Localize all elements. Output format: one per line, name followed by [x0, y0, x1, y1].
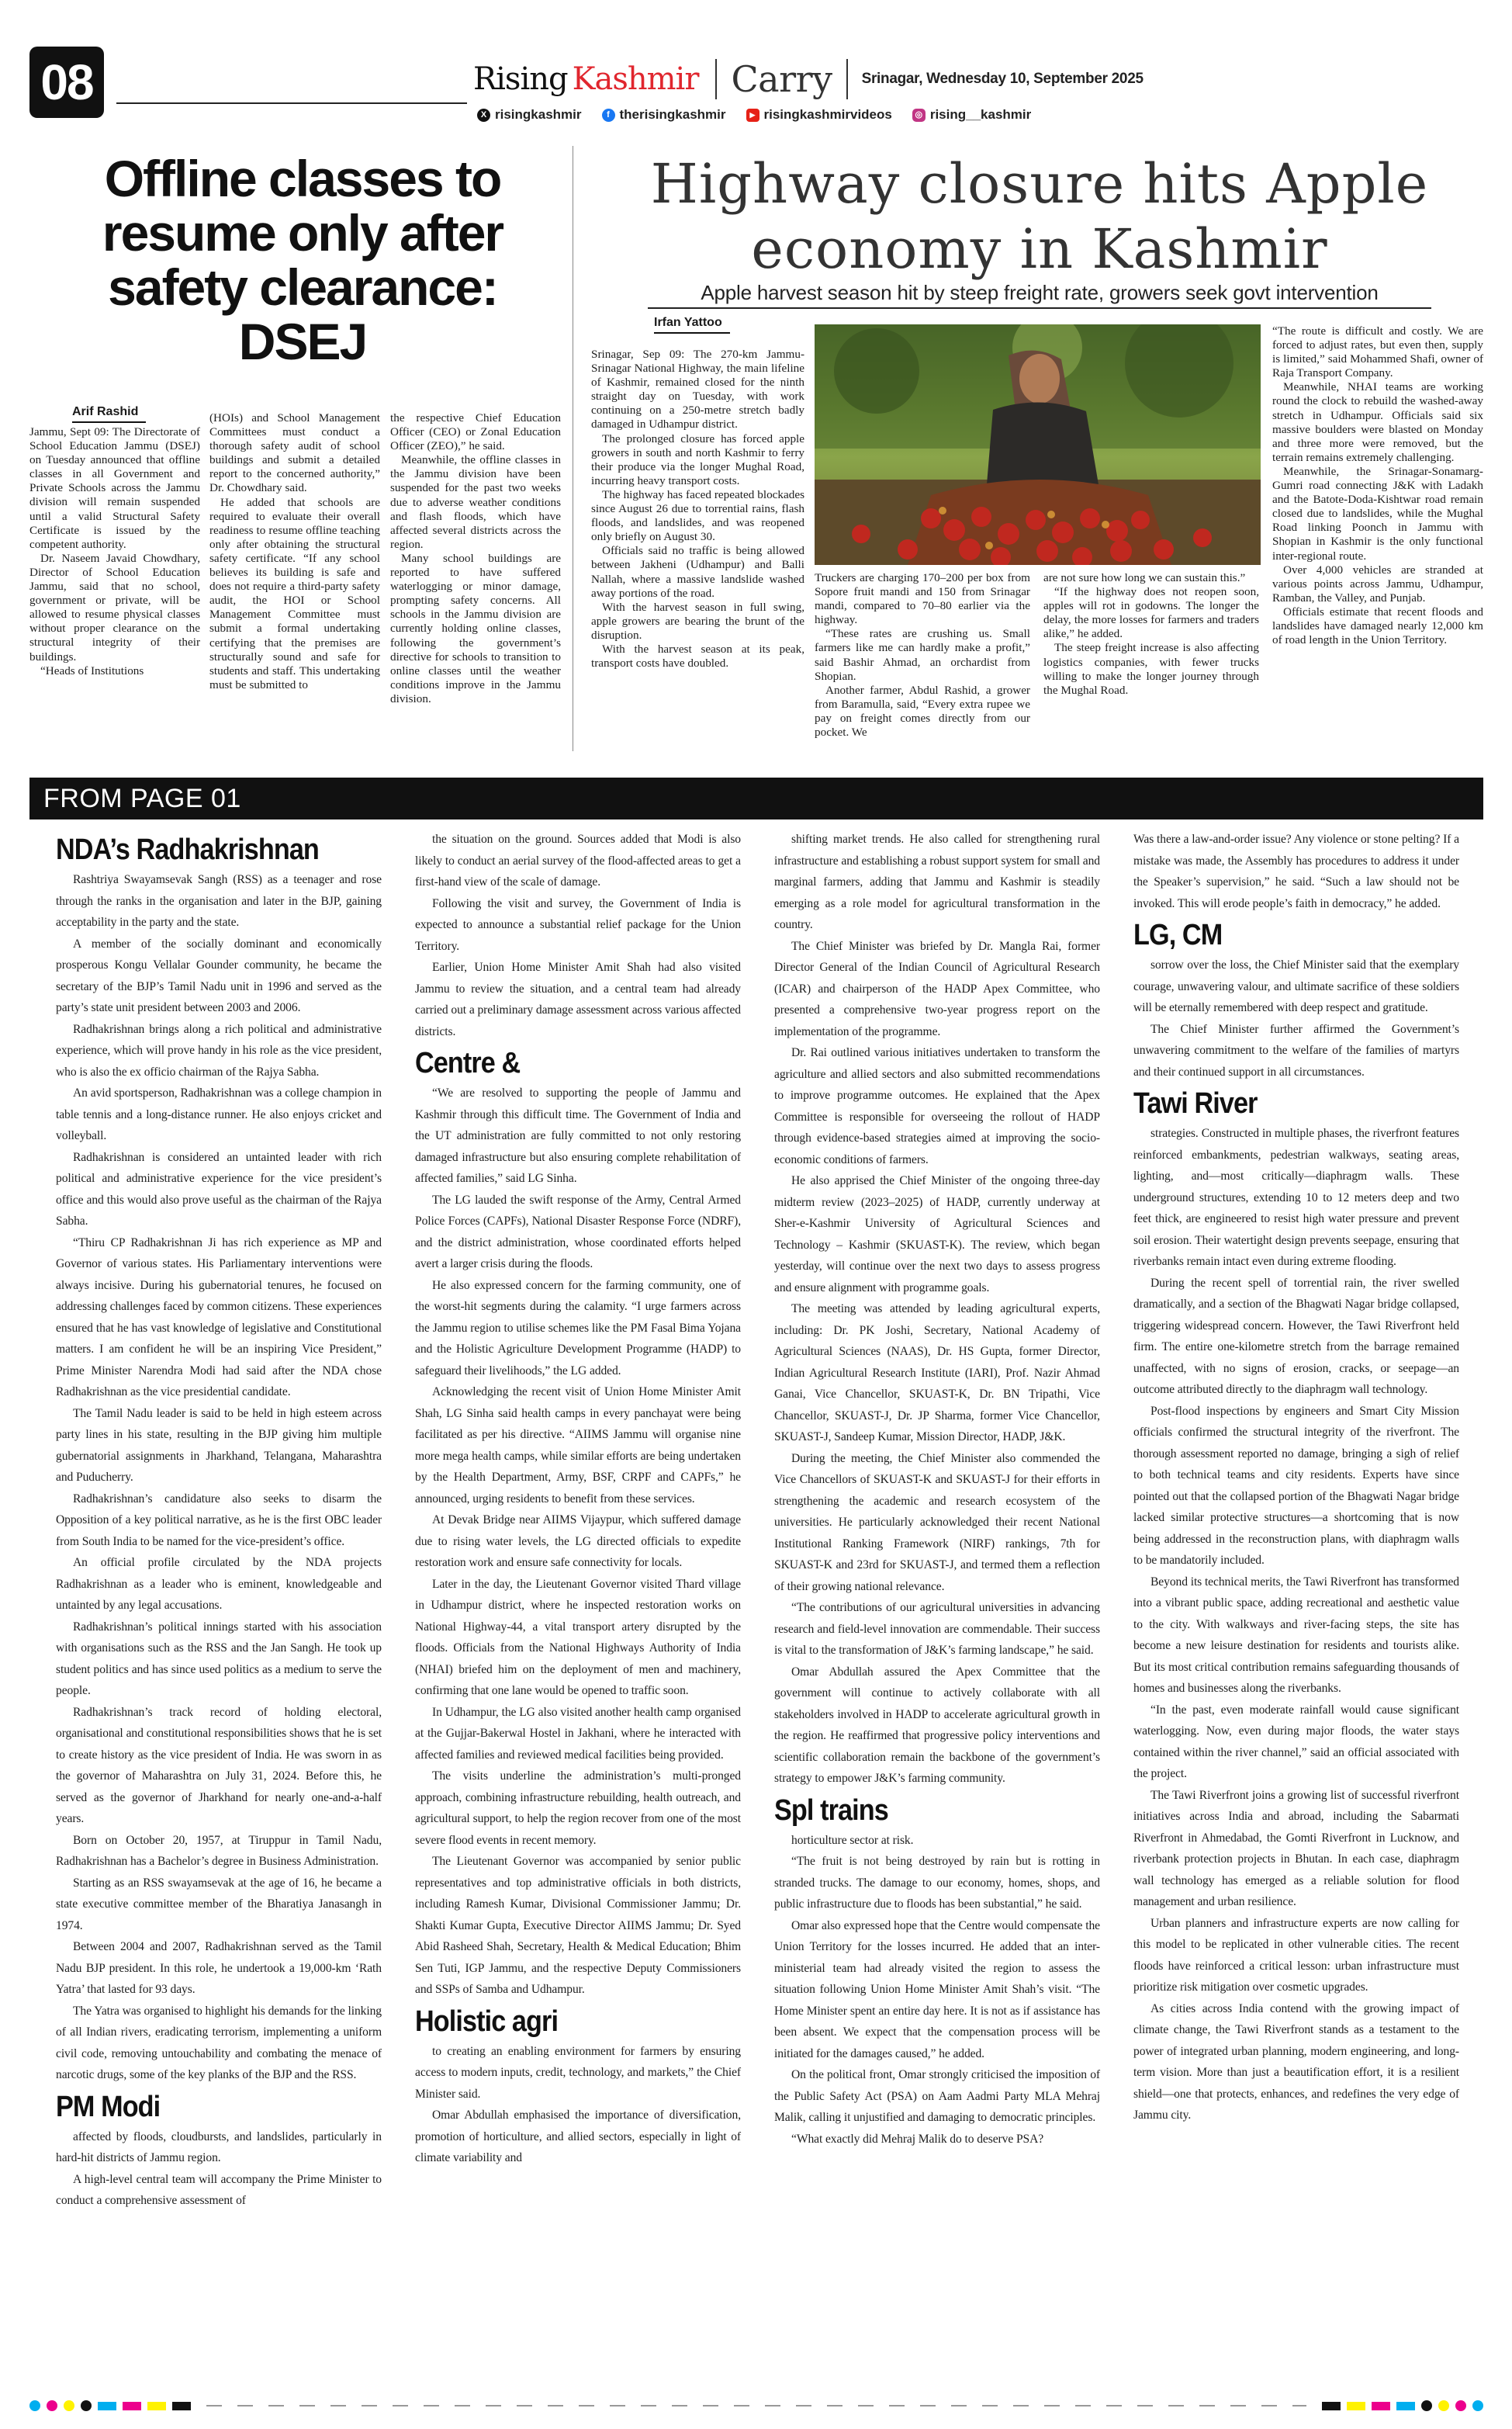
page-number: 08: [40, 54, 93, 110]
paragraph: (HOIs) and School Management Committees must conduct a thorough safety audit of school buildings and submit a detailed report to the concerned authority,” Dr. Chowdhary said.: [209, 411, 380, 495]
registration-bar: [172, 2402, 191, 2410]
story2-subhead: Apple harvest season hit by steep freight rate, growers seek govt intervention: [648, 281, 1431, 309]
paragraph: The Tamil Nadu leader is said to be held in high esteem across party lines in his state, resulting in the BJP giving him multiple gubernatorial assignments in Jharkhand, Telangana, Maharashtra and Puducherry.: [56, 1406, 382, 1484]
paragraph: At Devak Bridge near AIIMS Vijaypur, which suffered damage due to rising water levels, the LG directed officials to expedite restoration work and ensure safe connectivity for locals.: [415, 1513, 741, 1569]
paragraph: The meeting was attended by leading agricultural experts, including: Dr. PK Joshi, Secretary, National Academy of Agricultural Sciences (NAAS), Dr. HS Gupta, former Director, Indian Agricultural Research Institute (IARI), Prof. Nazir Ahmad Ganai, Vice Chancellor, SKUAST-K, Dr. BN Tripathi, Vice Chancellor, SKUAST-J, Dr. JP Sharma, former Vice Chancellor, SKUAST-J, Sandeep Kumar, Mission Director, HADP, J&K.: [774, 1302, 1100, 1443]
registration-dot: [29, 2400, 40, 2411]
paragraph: are not sure how long we can sustain this.”: [1043, 571, 1246, 584]
paragraph: The visits underline the administration’s multi-pronged approach, combining infrastructure rebuilding, health outreach, and agricultural support, to help the region recover from one of the most severe flood events in recent memory.: [415, 1769, 741, 1847]
social-x[interactable]: [477, 107, 582, 123]
color-registration-left: [29, 2400, 191, 2411]
paragraph: Dr. Naseem Javaid Chowdhary, Director of School Education Jammu, said that no school, government or private, will be allowed to resume physical classes without proper clearance on the structural integrity of their buildings.: [29, 551, 200, 664]
registration-bar: [1322, 2402, 1341, 2410]
social-handle: risingkashmir: [495, 107, 582, 122]
paragraph: Many school buildings are reported to have suffered waterlogging or minor damage, prompting safety concerns. All schools in the Jammu division are currently holding online classes, following the government’s directive for schools to transition to online classes until the weather conditions improve in the Jammu division.: [390, 551, 561, 705]
x-icon: X: [477, 109, 490, 122]
paragraph: “Heads of Institutions: [40, 664, 144, 677]
paragraph: “What exactly did Mehraj Malik do to deserve PSA?: [791, 2132, 1044, 2146]
jump-head: Spl trains: [774, 1793, 888, 1827]
paragraph: The LG lauded the swift response of the Army, Central Armed Police Forces (CAPFs), National Disaster Response Force (NDRF), and the district administration, whose coordinated efforts helped avert a larger crisis during the floods.: [415, 1193, 741, 1270]
story2-byline: Irfan Yattoo: [654, 316, 730, 334]
paragraph: “The contributions of our agricultural universities in advancing research and field-level innovation are commendable. Their success is vital to the transformation of J&K’s farming landscape,” he said.: [774, 1601, 1100, 1657]
story2-byline-wrap: [654, 314, 730, 334]
paragraph: the respective Chief Education Officer (CEO) or Zonal Education Officer (ZEO),” he said.: [390, 411, 561, 453]
paragraph: Meanwhile, NHAI teams are working round the clock to rebuild the washed-away stretch in Udhampur. Officials said six massive boulders were blasted on Monday and three more were removed, but the terrain remains extremely challenging.: [1272, 380, 1483, 464]
paragraph: “If the highway does not reopen soon, apples will rot in godowns. The longer the delay, the more losses for farmers and traders alike,” he added.: [1043, 585, 1259, 641]
paragraph: The Yatra was organised to highlight his demands for the linking of all Indian rivers, eradicating terrorism, implementing a uniform civil code, removing untouchability and combating the menace of narcotic drugs, some of the key planks of the BJP and the RSS.: [56, 2004, 382, 2081]
paragraph: shifting market trends. He also called for strengthening rural infrastructure and establishing a robust support system for small and marginal farmers, adding that Jammu and Kashmir is steadily emerging as a role model for agricultural transformation in the country.: [774, 833, 1100, 931]
paragraph: As cities across India contend with the growing impact of climate change, the Tawi Riverfront stands as a testament to the power of integrated urban planning, modern engineering, and long-term vision. More than just a beautification effort, it is a resilient shield—one that protects, enhances, and redefines the very edge of Jammu city.: [1133, 2001, 1459, 2122]
story2-col1: [591, 348, 804, 670]
social-instagram[interactable]: [912, 107, 1031, 123]
paragraph: Officials said no traffic is being allowed between Jakheni (Udhampur) and Balli Nallah, where a massive landslide washed away portions of the road.: [591, 544, 804, 600]
banner-label: FROM PAGE 01: [43, 784, 241, 813]
paragraph: He also apprised the Chief Minister of the ongoing three-day midterm review (2023–2025) of HADP, currently underway at Sher-e-Kashmir University of Agricultural Sciences and Technology – Kashmir (SKUAST-K). The review, which began yesterday, will continue over the next two days to assess progress and ensure alignment with programme goals.: [774, 1174, 1100, 1294]
registration-bar: [1396, 2402, 1415, 2410]
paragraph: During the meeting, the Chief Minister also commended the Vice Chancellors of SKUAST-K and SKUAST-J for their efforts in strengthening the academic and research ecosystem of the universities. He particularly acknowledged their recent National Institutional Ranking Framework (NIRF) rankings, 7th for SKUAST-K and 23rd for SKUAST-J, and termed them a reflection of their growing national relevance.: [774, 1451, 1100, 1593]
apple-sorting-photo: [815, 324, 1261, 565]
story2-col3: [1043, 571, 1259, 698]
page-number-box: [29, 47, 104, 118]
jump-head: LG, CM: [1133, 919, 1223, 951]
registration-dot: [1472, 2400, 1483, 2411]
paragraph: Rashtriya Swayamsevak Sangh (RSS) as a teenager and rose through the ranks in the organisation and later in the BJP, gaining acceptability in the party and the state.: [56, 873, 382, 929]
paragraph: sorrow over the loss, the Chief Minister said that the exemplary courage, unwavering valour, and ultimate sacrifice of these soldiers will be eternally remembered with deep respect and gratitude.: [1133, 958, 1459, 1014]
jump-column-1: [56, 829, 382, 2212]
paragraph: Omar Abdullah emphasised the importance of diversification, promotion of horticulture, and allied sectors, especially in light of climate variability and: [415, 2108, 741, 2164]
paragraph: Jammu, Sept 09: The Directorate of School Education Jammu (DSEJ) on Tuesday announced that offline classes in all Government and Private Schools across the Jammu division will remain suspended until a valid Structural Safety Certificate is issued by the competent authority.: [29, 425, 200, 551]
paragraph: Born on October 20, 1957, at Tiruppur in Tamil Nadu, Radhakrishnan has a Bachelor’s degree in Business Administration.: [56, 1833, 382, 1868]
paragraph: Starting as an RSS swayamsevak at the age of 16, he became a state executive committee member of the Bharatiya Janasangh in 1974.: [56, 1876, 382, 1932]
paragraph: The Chief Minister further affirmed the Government’s unwavering commitment to the welfare of the families of martyrs and their continued support in all circumstances.: [1133, 1022, 1459, 1079]
paragraph: to creating an enabling environment for farmers by ensuring access to modern inputs, credit, technology, and markets,” the Chief Minister said.: [415, 2044, 741, 2101]
paragraph: Earlier, Union Home Minister Amit Shah had also visited Jammu to review the situation, and a central team had already carried out a preliminary damage assessment across various affected districts.: [415, 961, 741, 1038]
registration-dot: [81, 2400, 92, 2411]
paragraph: “These rates are crushing us. Small farmers like me can hardly make a profit,” said Bashir Ahmad, an orchardist from Shopian.: [815, 627, 1030, 683]
registration-bar: [147, 2402, 166, 2410]
from-page-banner: [29, 778, 1483, 819]
paragraph: The highway has faced repeated blockades since August 26 due to torrential rains, flash floods, and landslides, and was reopened only briefly on August 30.: [591, 487, 804, 544]
jump-column-2: [415, 829, 741, 2169]
story2-photo: [815, 324, 1261, 565]
paragraph: Omar Abdullah assured the Apex Committee that the government will continue to actively collaborate with all stakeholders involved in HADP to accelerate agricultural growth in the region. He reaffirmed that progressive policy interventions and scientific collaboration remain the backbone of the government’s strategy to empower J&K’s farming community.: [774, 1665, 1100, 1785]
paragraph: the situation on the ground. Sources added that Modi is also likely to conduct an aerial survey of the flood-affected areas to get a first-hand view of the scale of damage.: [415, 833, 741, 889]
paragraph: During the recent spell of torrential rain, the river swelled dramatically, and a section of the Bhagwati Nagar bridge collapsed, triggering widespread concern. However, the Tawi Riverfront held firm. The entire one-kilometre stretch from the barrage remained unaffected, with no signs of erosion, cracks, or seepage—an outcome attributed directly to the diaphragm wall technology.: [1133, 1276, 1459, 1396]
paragraph: Meanwhile, the Srinagar-Sonamarg-Gumri road connecting J&K with Ladakh and the Batote-Doda-Kishtwar road remain closed due to landslides, while the Mughal Road linking Poonch in Jammu with Shopian in Kashmir is the only functional inter-regional route.: [1272, 464, 1483, 563]
paragraph: An avid sportsperson, Radhakrishnan was a college champion in table tennis and a long-distance runner. He also enjoys cricket and volleyball.: [56, 1086, 382, 1142]
paragraph: The prolonged closure has forced apple growers in south and north Kashmir to ferry their produce via the longer Mughal Road, incurring heavy transport costs.: [591, 431, 804, 487]
story1-headline: Offline classes to resume only after safety clearance: DSEJ: [102, 150, 503, 370]
paragraph: Acknowledging the recent visit of Union Home Minister Amit Shah, LG Sinha said health camps in every panchayat were being facilitated as per his directive. “AIIMS Jammu will organise nine more mega health camps, while similar efforts are being undertaken by the Health Department, Army, BSF, CRPF and CAPFs,” he announced, urging residents to benefit from these services.: [415, 1385, 741, 1506]
jump-head: Holistic agri: [415, 2005, 559, 2038]
paragraph: Radhakrishnan is considered an untainted leader with rich political and administrative experience for the vice president’s office and this would also prove useful as the chairman of the Rajya Sabha.: [56, 1150, 382, 1228]
registration-bar: [98, 2402, 116, 2410]
brand-kashmir: Kashmir: [572, 61, 699, 97]
facebook-icon: f: [602, 109, 615, 122]
masthead-divider-2: [846, 59, 848, 99]
registration-bar: [123, 2402, 141, 2410]
paragraph: An official profile circulated by the NDA projects Radhakrishnan as a leader who is eminent, knowledgeable and untainted by any legal accusations.: [56, 1556, 382, 1612]
paragraph: In Udhampur, the LG also visited another health camp organised at the Gujjar-Bakerwal Hostel in Jakhani, where he interacted with affected families and reviewed medical facilities being provided.: [415, 1705, 741, 1762]
social-handle: therisingkashmir: [619, 107, 726, 122]
paragraph: Over 4,000 vehicles are stranded at various points across Jammu, Udhampur, Ramban, the Valley, and Punjab.: [1272, 563, 1483, 605]
jump-column-3: [774, 829, 1100, 2150]
registration-bar: [1372, 2402, 1390, 2410]
masthead: [473, 56, 1144, 102]
paragraph: Omar also expressed hope that the Centre would compensate the Union Territory for the losses incurred. He added that an inter-ministerial team had already visited the region to assess the situation following Union Home Minister Amit Shah’s visit. “The Home Minister spent an entire day here. It is not as if assistance has been absent. We expect that the compensation process will be initiated for the damages caused,” he added.: [774, 1918, 1100, 2060]
jump-head: Centre &: [415, 1047, 521, 1079]
paragraph: He added that schools are required to evaluate their overall readiness to resume offline teaching only after obtaining the structural safety certificate. “If any school believes its building is safe and does not require a third-party safety audit, the HOI or School Management Committee must submit a formal undertaking certifying that the premises are structurally sound and safe for students and staff. This undertaking must be submitted to: [209, 495, 380, 691]
social-handle: risingkashmirvideos: [763, 107, 892, 122]
paragraph: Srinagar, Sep 09: The 270-km Jammu-Srinagar National Highway, the main lifeline of Kashmir, remained closed for the ninth straight day on Tuesday, with work continuing on a 250-metre stretch badly damaged in Udhampur district.: [591, 348, 804, 431]
masthead-divider: [715, 59, 717, 99]
paragraph: A member of the socially dominant and economically prosperous Kongu Vellalar Gounder community, he became the secretary of the BJP’s Tamil Nadu unit in 1996 and served as the party’s state unit president between 2003 and 2006.: [56, 937, 382, 1014]
paragraph: With the harvest season in full swing, apple growers are bearing the brunt of the disruption.: [591, 600, 804, 642]
registration-dot: [1438, 2400, 1449, 2411]
story1-col2: [209, 411, 380, 692]
jump-head: PM Modi: [56, 2090, 161, 2123]
section-title: Carry: [731, 58, 832, 100]
paragraph: Was there a law-and-order issue? Any violence or stone pelting? If a mistake was made, the Assembly has procedures to address it under the Speaker’s supervision,” he said. “Such a law should not be invoked. This will erode people’s faith in democracy,” he added.: [1133, 833, 1459, 910]
color-registration-right: [1322, 2400, 1483, 2411]
paragraph: horticulture sector at risk.: [791, 1833, 914, 1847]
story2-headline: [590, 151, 1490, 282]
story2-headline-line1: Highway closure hits Apple: [650, 152, 1429, 216]
registration-dot: [64, 2400, 74, 2411]
paragraph: “Thiru CP Radhakrishnan Ji has rich experience as MP and Governor of various states. His Parliamentary interventions were always incisive. During his gubernatorial tenures, he focused on addressing challenges faced by common citizens. These experiences ensured that he has vast knowledge of legislative and Constitutional matters. I am confident he will be an inspiring Vice President,” Prime Minister Narendra Modi had said after the NDA chose Radhakrishnan as the vice presidential candidate.: [56, 1235, 382, 1398]
registration-dot: [1455, 2400, 1466, 2411]
paragraph: Another farmer, Abdul Rashid, a grower from Baramulla, said, “Every extra rupee we pay on freight comes directly from our pocket. We: [815, 683, 1030, 740]
social-handle: rising__kashmir: [929, 107, 1032, 122]
paragraph: Between 2004 and 2007, Radhakrishnan served as the Tamil Nadu BJP president. In this role, he undertook a 19,000-km ‘Rath Yatra’ that lasted for 93 days.: [56, 1940, 382, 1996]
paragraph: The Lieutenant Governor was accompanied by senior public representatives and top administrative officials in both districts, including Ramesh Kumar, Divisional Commissioner Jammu; Dr. Shakti Kumar Gupta, Executive Director AIIMS Jammu; Dr. Syed Abid Rasheed Shah, Secretary, Health & Medical Education; Bhim Sen Tuti, IGP Jammu, and the respective Deputy Commissioners and SSPs of Samba and Udhampur.: [415, 1855, 741, 1996]
paragraph: Radhakrishnan’s candidature also seeks to disarm the Opposition of a key political narrative, as he is the first OBC leader from South India to be named for the vice-president’s office.: [56, 1492, 382, 1548]
jump-column-4: [1133, 829, 1459, 2126]
paragraph: “The fruit is not being destroyed by rain but is rotting in stranded trucks. The damage to our economy, homes, shops, and public infrastructure due to floods has been substantial,” he said.: [774, 1855, 1100, 1911]
registration-strip: [206, 2405, 1306, 2406]
paragraph: Radhakrishnan’s political innings started with his association with organisations such as the RSS and the Jan Sangh. He took up student politics and has since used politics as a medium to serve the people.: [56, 1620, 382, 1697]
paragraph: The steep freight increase is also affecting logistics companies, with fewer trucks willing to make the longer journey through the Mughal Road.: [1043, 641, 1259, 697]
instagram-icon: ◎: [912, 109, 926, 122]
paragraph: affected by floods, cloudbursts, and landslides, particularly in hard-hit districts of Jammu region.: [56, 2129, 382, 2164]
registration-dot: [47, 2400, 57, 2411]
story2-headline-line2: economy in Kashmir: [751, 217, 1328, 281]
youtube-icon: ▶: [746, 109, 759, 122]
paragraph: Meanwhile, the offline classes in the Jammu division have been suspended for the past two weeks due to adverse weather conditions and flash floods, which have affected several districts across the region.: [390, 453, 561, 551]
story1-col1: [29, 411, 200, 678]
social-youtube[interactable]: [746, 107, 892, 123]
story2-col2: [815, 571, 1030, 740]
paragraph: Beyond its technical merits, the Tawi Riverfront has transformed into a vibrant public space, adding recreational and aesthetic value to the city. With walkways and river-facing steps, the site has become a new leisure destination for residents and tourists alike. But its most critical contribution remains safeguarding thousands of homes and businesses along the riverbanks.: [1133, 1575, 1459, 1695]
paragraph: Officials estimate that recent floods and landslides have damaged nearly 12,000 km of road length in the Union Territory.: [1272, 605, 1483, 647]
social-bar: [477, 104, 1031, 126]
dateline: Srinagar, Wednesday 10, September 2025: [861, 71, 1144, 87]
paragraph: Radhakrishnan’s track record of holding electoral, organisational and constitutional responsibilities shows that he is set to create history as the vice president of India. He was sworn in as the governor of Maharashtra on July 31, 2024. Before this, he served as the governor of Jharkhand for nearly one-and-a-half years.: [56, 1705, 382, 1825]
paragraph: Truckers are charging 170–200 per box from Sopore fruit mandi and 150 from Srinagar mandi, compared to 70–80 earlier via the highway.: [815, 571, 1030, 627]
paragraph: Following the visit and survey, the Government of India is expected to announce a substantial relief package for the Union Territory.: [415, 896, 741, 953]
header-rule-left: [116, 102, 467, 104]
brand-rising: Rising: [473, 61, 568, 97]
paragraph: Radhakrishnan brings along a rich political and administrative experience, which will prove handy in his role as the vice president, who is also the ex officio chairman of the Rajya Sabha.: [56, 1022, 382, 1079]
social-facebook[interactable]: [602, 107, 726, 123]
jump-head: Tawi River: [1133, 1087, 1258, 1120]
paragraph: “The route is difficult and costly. We are forced to adjust rates, but even then, supply is limited,” said Mohammed Shafi, owner of Raja Transport Company.: [1272, 324, 1483, 380]
story1-byline: Arif Rashid: [72, 405, 146, 423]
registration-dot: [1421, 2400, 1432, 2411]
paragraph: Urban planners and infrastructure experts are now calling for this model to be replicated in other vulnerable cities. The recent floods have reinforced a critical lesson: urban infrastructure must prioritize risk mitigation over cosmetic upgrades.: [1133, 1916, 1459, 1994]
paragraph: “We are resolved to supporting the people of Jammu and Kashmir through this difficult time. The Government of India and the UT administration are fully committed to not only restoring damaged infrastructure but also ensuring complete rehabilitation of affected families,” said LG Sinha.: [415, 1086, 741, 1185]
paragraph: Later in the day, the Lieutenant Governor visited Thard village in Udhampur district, where he inspected restoration works on National Highway-44, a vital transport artery disrupted by the floods. Officials from the National Highways Authority of India (NHAI) briefed him on the deployment of men and machinery, confirming that one lane would be opened to traffic soon.: [415, 1577, 741, 1697]
story2-col4: [1272, 324, 1483, 647]
paragraph: strategies. Constructed in multiple phases, the riverfront features reinforced embankments, pedestrian walkways, seating areas, lighting, and—most critically—diaphragm walls. These underground structures, extending 10 to 12 meters deep and two feet thick, are engineered to resist high water pressure and prevent soil erosion. Their watertight design prevents seepage, ensuring that riverbanks remain intact even during extreme flooding.: [1133, 1127, 1459, 1268]
paragraph: On the political front, Omar strongly criticised the imposition of the Public Safety Act (PSA) on Aam Aadmi Party MLA Mehraj Malik, calling it unjustified and damaging to democratic principles.: [774, 2068, 1100, 2124]
paragraph: With the harvest season at its peak, transport costs have doubled.: [591, 642, 804, 670]
registration-footer: [29, 2398, 1483, 2413]
paragraph: A high-level central team will accompany the Prime Minister to conduct a comprehensive assessment of: [56, 2172, 382, 2207]
paragraph: The Tawi Riverfront joins a growing list of successful riverfront initiatives across India and abroad, including the Sabarmati Riverfront in Ahmedabad, the Gomti Riverfront in Lucknow, and riverbank protection projects in Bhutan. In each case, diaphragm wall technology has emerged as a reliable solution for flood management and urban resilience.: [1133, 1788, 1459, 1908]
paragraph: Post-flood inspections by engineers and Smart City Mission officials confirmed the structural integrity of the riverfront. The thorough assessment reported no damage, bringing a sigh of relief to both technical teams and city residents. Experts have since pointed out that the collapsed portion of the Bhagwati Nagar bridge lacked similar protective structures—a shortcoming that is now being addressed in the reconstruction plans, with diaphragm walls to be mandatorily included.: [1133, 1404, 1459, 1567]
story1-col3: [390, 411, 561, 706]
registration-bar: [1347, 2402, 1365, 2410]
paragraph: Dr. Rai outlined various initiatives undertaken to transform the agriculture and allied sectors and also submitted recommendations to improve programme outcomes. He explained that the Apex Committee is responsible for overseeing the rollout of HADP through evidence-based strategies aimed at improving the socio-economic conditions of farmers.: [774, 1046, 1100, 1166]
jump-head: NDA’s Radhakrishnan: [56, 833, 319, 866]
paragraph: The Chief Minister was briefed by Dr. Mangla Rai, former Director General of the Indian Council of Agricultural Research (ICAR) and chairperson of the HADP Apex Committee, who presented a comprehensive two-year progress report on the implementation of the programme.: [774, 939, 1100, 1038]
paragraph: “In the past, even moderate rainfall would cause significant waterlogging. Now, even during major floods, the water stays contained within the river channel,” said an official associated with the project.: [1133, 1703, 1459, 1780]
paragraph: He also expressed concern for the farming community, one of the worst-hit segments during the calamity. “I urge farmers across the Jammu region to utilise schemes like the PM Fasal Bima Yojana and the Holistic Agriculture Development Programme (HADP) to safeguard their livelihoods,” the LG added.: [415, 1278, 741, 1377]
